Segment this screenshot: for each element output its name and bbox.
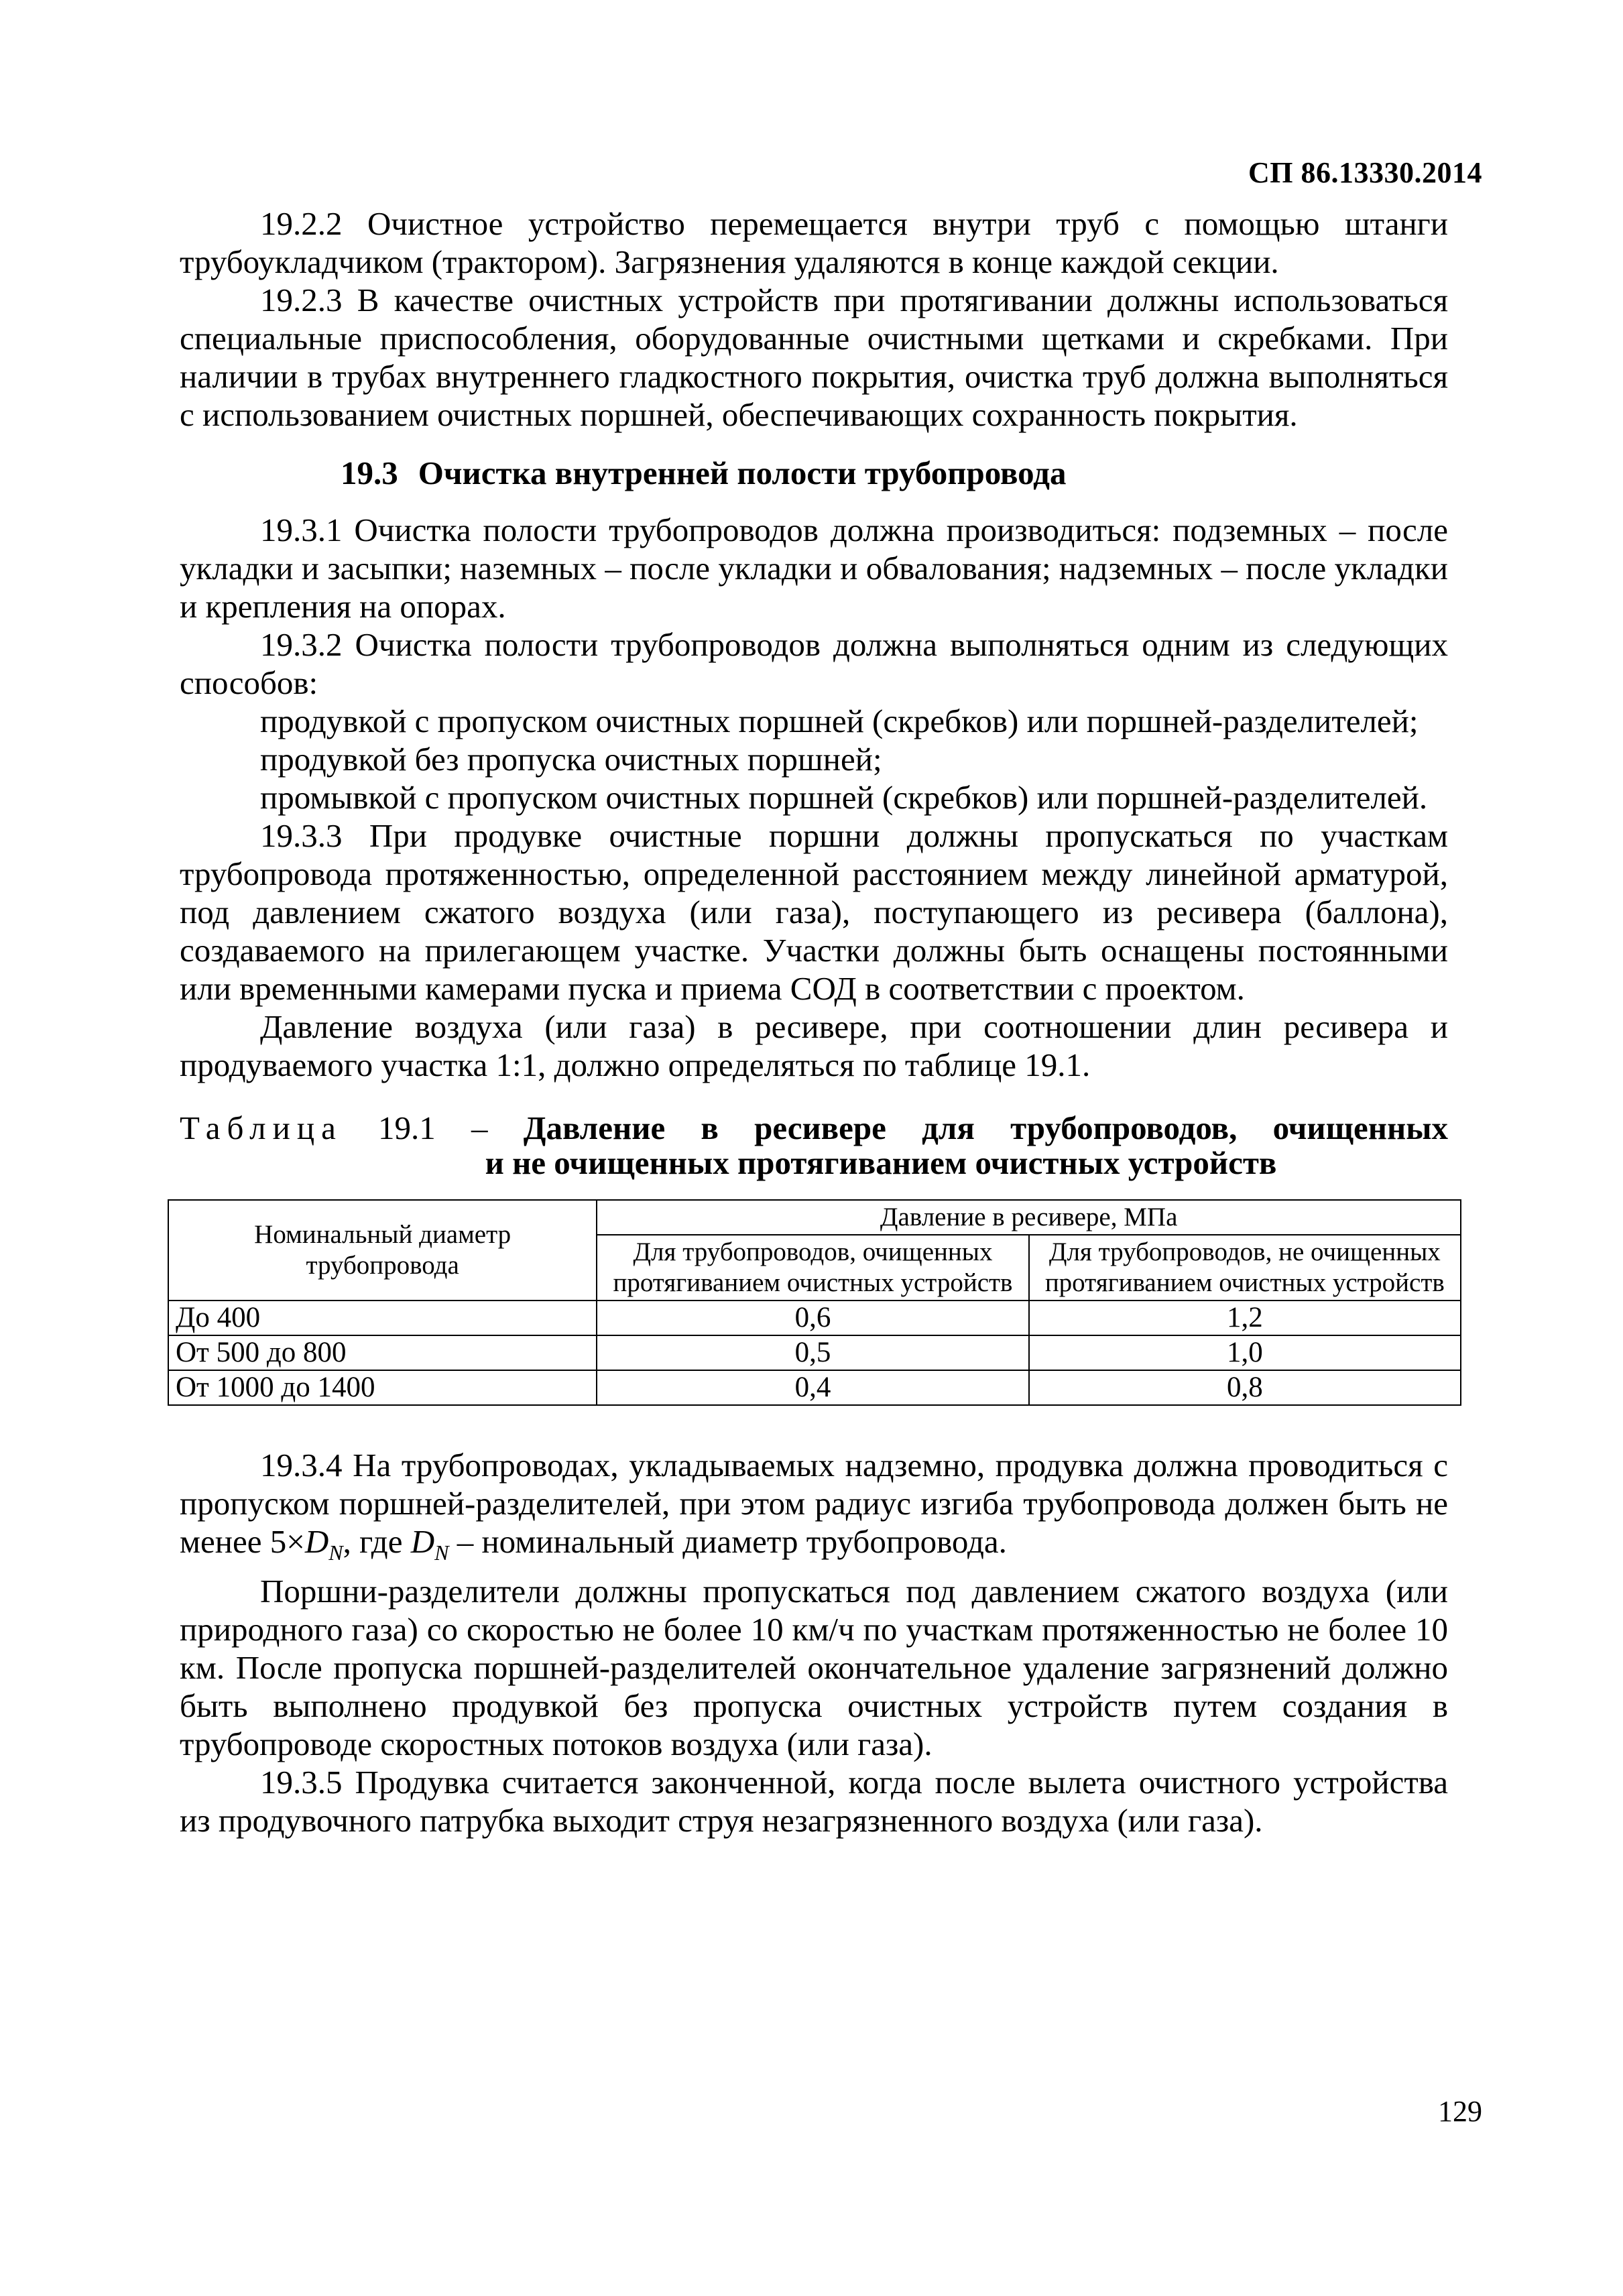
cell-not-cleaned: 1,2 — [1029, 1301, 1461, 1335]
paragraph-19-3-5: 19.3.5 Продувка считается законченной, когда после вылета очистного устройства из продувочного патрубка выходит струя незагрязненного воздуха (или газа). — [180, 1763, 1448, 1839]
section-heading — [180, 434, 1448, 511]
document-code: СП 86.13330.2014 — [1248, 156, 1482, 189]
paragraph-19-2-2: 19.2.2 Очистное устройство перемещается внутри труб с помощью штанги трубоукладчиком (трактором). Загрязнения удаляются в конце каждой секции. — [180, 205, 1448, 280]
method-item: промывкой с пропуском очистных поршней (скребков) или поршней-разделителей. — [260, 779, 1428, 816]
table-row — [168, 1335, 1461, 1370]
column-group-header-pressure: Давление в ресивере, МПа — [597, 1200, 1461, 1235]
cell-cleaned: 0,4 — [597, 1370, 1028, 1405]
table-caption-number: 19.1 – — [378, 1109, 488, 1146]
paragraph-19-2-3: 19.2.3 В качестве очистных устройств при протягивании должны использоваться специальные приспособления, оборудованные очистными щетками и скребками. При наличии в трубах внутреннего гладкостного покрытия, очистка труб должна выполняться с использованием очистных поршней, обеспечивающих сохранность покрытия. — [180, 282, 1448, 433]
column-header-not-cleaned: Для трубопроводов, не очищенных протягиванием очистных устройств — [1029, 1235, 1461, 1301]
cell-cleaned: 0,6 — [597, 1301, 1028, 1335]
paragraph-pressure-note: Давление воздуха (или газа) в ресивере, при соотношении длин ресивера и продуваемого участка 1:1, должно определяться по таблице 19.1. — [180, 1008, 1448, 1083]
section-title: Очистка внутренней полости трубопровода — [418, 455, 1067, 491]
paragraph-19-3-3: 19.3.3 При продувке очистные поршни должны пропускаться по участкам трубопровода протяженностью, определенной расстоянием между линейной арматурой, под давлением сжатого воздуха (или газа), поступающего из ресивера (баллона), создаваемого на прилегающем участке. Участки должны быть оснащены постоянными или временными камерами пуска и приема СОД в соответствии с проектом. — [180, 817, 1448, 1007]
table-row — [168, 1370, 1461, 1405]
pressure-table — [168, 1199, 1461, 1406]
table-caption — [180, 1111, 1448, 1181]
column-header-cleaned: Для трубопроводов, очищенных протягиванием очистных устройств — [597, 1235, 1028, 1301]
method-item: продувкой с пропуском очистных поршней (скребков) или поршней-разделителей; — [260, 703, 1419, 739]
document-body — [176, 204, 1449, 1839]
cell-diameter: От 1000 до 1400 — [168, 1370, 597, 1405]
table-caption-title-line1: Давление в ресивере для трубопроводов, очищенных — [523, 1109, 1449, 1146]
paragraph-19-3-2: 19.3.2 Очистка полости трубопроводов должна выполняться одним из следующих способов: — [180, 626, 1448, 701]
cell-not-cleaned: 0,8 — [1029, 1370, 1461, 1405]
paragraph-19-3-1: 19.3.1 Очистка полости трубопроводов должна производиться: подземных – после укладки и засыпки; наземных – после укладки и обвалования; надземных – после укладки и крепления на опорах. — [180, 511, 1448, 625]
cell-not-cleaned: 1,0 — [1029, 1335, 1461, 1370]
table-caption-label: Таблица — [180, 1109, 343, 1146]
dn-symbol: $D_N$ — [304, 1523, 343, 1565]
dn-symbol: $D_N$ — [410, 1523, 449, 1565]
page-number: 129 — [1438, 2095, 1482, 2128]
method-item: продувкой без пропуска очистных поршней; — [260, 741, 882, 778]
section-number: 19.3 — [341, 455, 398, 491]
cell-diameter: До 400 — [168, 1301, 597, 1335]
column-header-diameter: Номинальный диаметр трубопровода — [168, 1200, 597, 1301]
table-row — [168, 1301, 1461, 1335]
paragraph-19-3-4: 19.3.4 На трубопроводах, укладываемых надземно, продувка должна проводиться с пропуском поршней-разделителей, при этом радиус изгиба трубопровода должен быть не менее $5\times D_N$, где $D_N$ – номинальный диаметр трубопровода. — [180, 1447, 1448, 1565]
cell-diameter: От 500 до 800 — [168, 1335, 597, 1370]
table-caption-title-line2: и не очищенных протягиванием очистных устройств — [485, 1144, 1277, 1181]
paragraph-pigs: Поршни-разделители должны пропускаться под давлением сжатого воздуха (или природного газа) со скоростью не более 10 км/ч по участкам протяженностью не более 10 км. После пропуска поршней-разделителей окончательное удаление загрязнений должно быть выполнено продувкой без пропуска очистных устройств путем создания в трубопроводе скоростных потоков воздуха (или газа). — [180, 1572, 1448, 1762]
cell-cleaned: 0,5 — [597, 1335, 1028, 1370]
